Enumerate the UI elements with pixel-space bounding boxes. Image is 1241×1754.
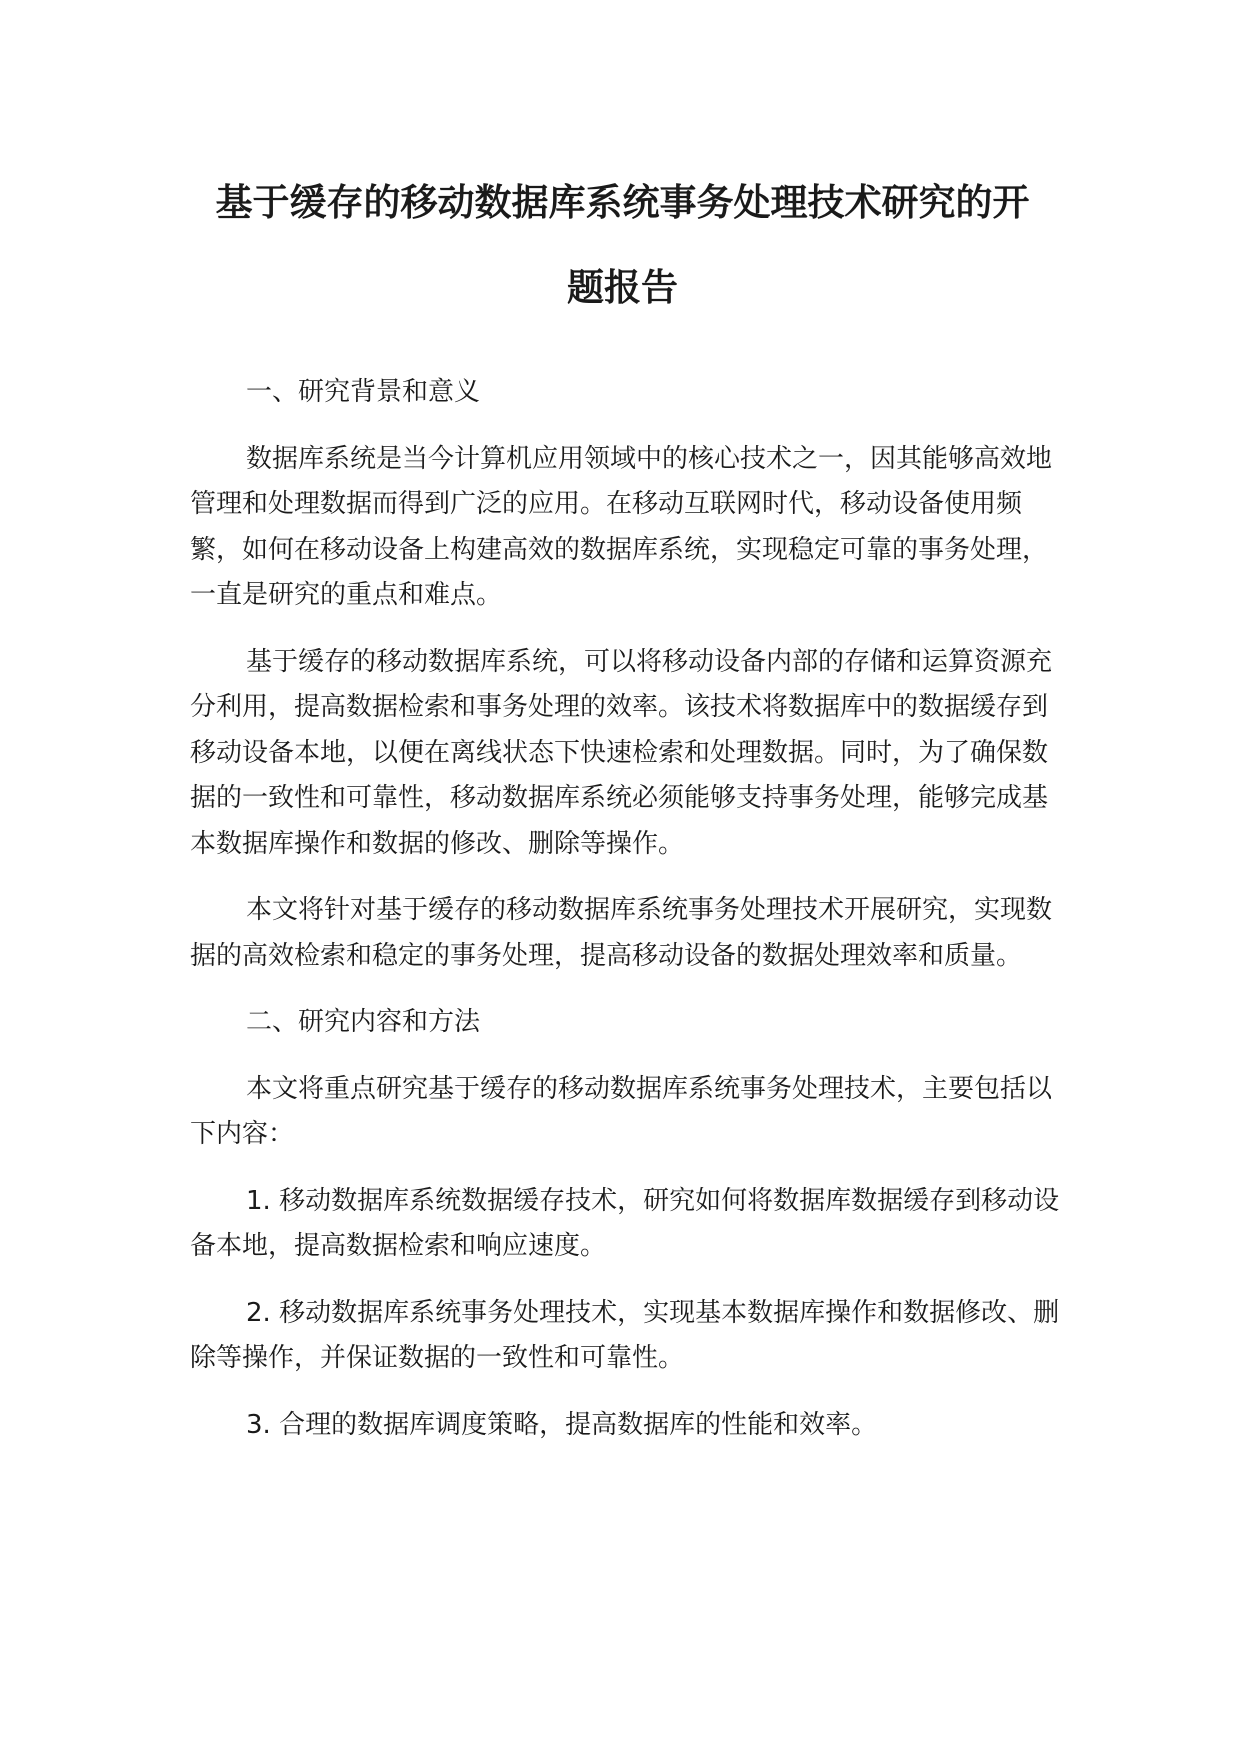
list-item: 2. 移动数据库系统事务处理技术，实现基本数据库操作和数据修改、删除等操作，并保证数据的一致性和可靠性。 (190, 1297, 1060, 1373)
document-title-line-2: 题报告 (567, 266, 678, 309)
section-heading-content-methods: 二、研究内容和方法 (246, 1007, 481, 1037)
document-body (190, 370, 1070, 1469)
paragraph: 数据库系统是当今计算机应用领域中的核心技术之一，因其能够高效地管理和处理数据而得到广泛的应用。在移动互联网时代，移动设备使用频繁，如何在移动设备上构建高效的数据库系统，实现稳定可靠的事务处理，一直是研究的重点和难点。 (190, 443, 1053, 610)
paragraph: 本文将重点研究基于缓存的移动数据库系统事务处理技术，主要包括以下内容： (190, 1073, 1053, 1149)
list-item: 3. 合理的数据库调度策略，提高数据库的性能和效率。 (246, 1409, 878, 1440)
document-title-line-1: 基于缓存的移动数据库系统事务处理技术研究的开 (215, 181, 1030, 224)
list-item: 1. 移动数据库系统数据缓存技术，研究如何将数据库数据缓存到移动设备本地，提高数据检索和响应速度。 (190, 1185, 1060, 1261)
paragraph: 本文将针对基于缓存的移动数据库系统事务处理技术开展研究，实现数据的高效检索和稳定的事务处理，提高移动设备的数据处理效率和质量。 (190, 895, 1053, 971)
section-heading-background: 一、研究背景和意义 (246, 377, 481, 407)
paragraph: 基于缓存的移动数据库系统，可以将移动设备内部的存储和运算资源充分利用，提高数据检索和事务处理的效率。该技术将数据库中的数据缓存到移动设备本地，以便在离线状态下快速检索和处理数据。同时，为了确保数据的一致性和可靠性，移动数据库系统必须能够支持事务处理，能够完成基本数据库操作和数据的修改、删除等操作。 (190, 646, 1053, 859)
